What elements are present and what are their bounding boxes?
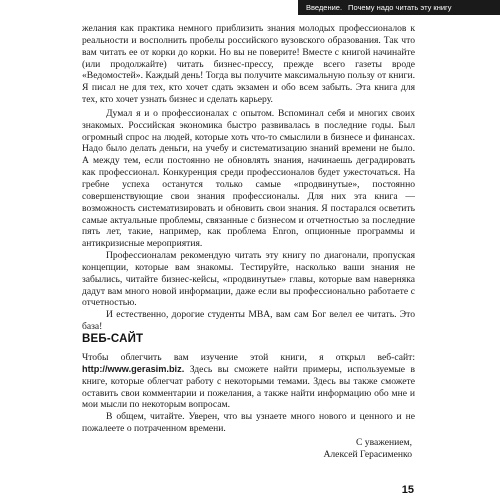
main-text — [82, 23, 415, 333]
text-run: Чтобы облегчить вам изучение этой книги, я открыл веб-сайт: — [82, 352, 415, 363]
header-title: Почему надо читать эту книгу — [348, 3, 452, 12]
section-heading: ВЕБ-САЙТ — [82, 333, 144, 345]
paragraph: В общем, читайте. Уверен, что вы узнаете много нового и ценного и не пожалеете о потраченном времени. — [82, 411, 415, 435]
paragraph: И естественно, дорогие студенты MBA, вам сам Бог велел ее читать. Это база! — [82, 309, 415, 333]
paragraph: желания как практика немного приблизить знания молодых профессионалов к реальности и восполнить пробелы российского вузовского образования. Так что вам читать ее от корки до корки. Но вы не поверите! Вместе с книгой начинайте (или продолжайте) читать бизнес-прессу, прежде всего газеты вроде «Ведомостей». Каждый день! Тогда вы получите максимальную пользу от книги. Я писал не для тех, кто хочет сдать экзамен и обо всем забыть. Эта книга для тех, кто хочет узнать бизнес и сделать карьеру. — [82, 23, 415, 106]
header-section: Введение. — [306, 3, 343, 12]
closing-line: С уважением, — [355, 437, 412, 448]
page-number: 15 — [401, 484, 414, 496]
paragraph: Профессионалам рекомендую читать эту книгу по диагонали, пропуская концепции, которые вам знакомы. Тестируйте, насколько ваши знания не забылись, читайте бизнес-кейсы, «продвинутые» главы, которые вам наверняка дадут вам много новой информации, даже если вы профессионально работаете с отчетностью. — [82, 250, 415, 309]
author-name: Алексей Герасименко — [323, 448, 412, 460]
signature-block — [323, 437, 412, 461]
paragraph — [82, 352, 415, 411]
website-url: http://www.gerasim.biz. — [82, 363, 185, 374]
website-section-text — [82, 352, 415, 435]
text-run: Здесь вы сможете найти примеры, используемые в книге, которые облегчат работу с некоторыми темами. Здесь вы также сможете оставить свои комментарии и пожелания, а также найти информацию обо мне и мои мысли по некоторым вопросам. — [82, 363, 415, 411]
paragraph: Думал я и о профессионалах с опытом. Вспоминал себя и многих своих знакомых. Российская экономика быстро развивалась в последние годы. Был огромный спрос на людей, которые хоть что-то смыслили в бизнесе и финансах. Надо было делать деньги, на учебу и систематизацию знаний времени не было. А между тем, если постоянно не обновлять знания, начинаешь деградировать как профессионал. Конкуренция среди профессионалов будет ужесточаться. На гребне успеха останутся только самые «продвинутые», постоянно совершенствующие свои знания профессионалы. Для них эта книга — возможность систематизировать и обновить свои знания. Я постарался осветить самые актуальные проблемы, связанные с бизнесом и отчетностью за последние пять лет, такие, например, как проблема Enron, опционные программы и антикризисные мероприятия. — [82, 107, 415, 250]
running-header — [298, 0, 500, 15]
